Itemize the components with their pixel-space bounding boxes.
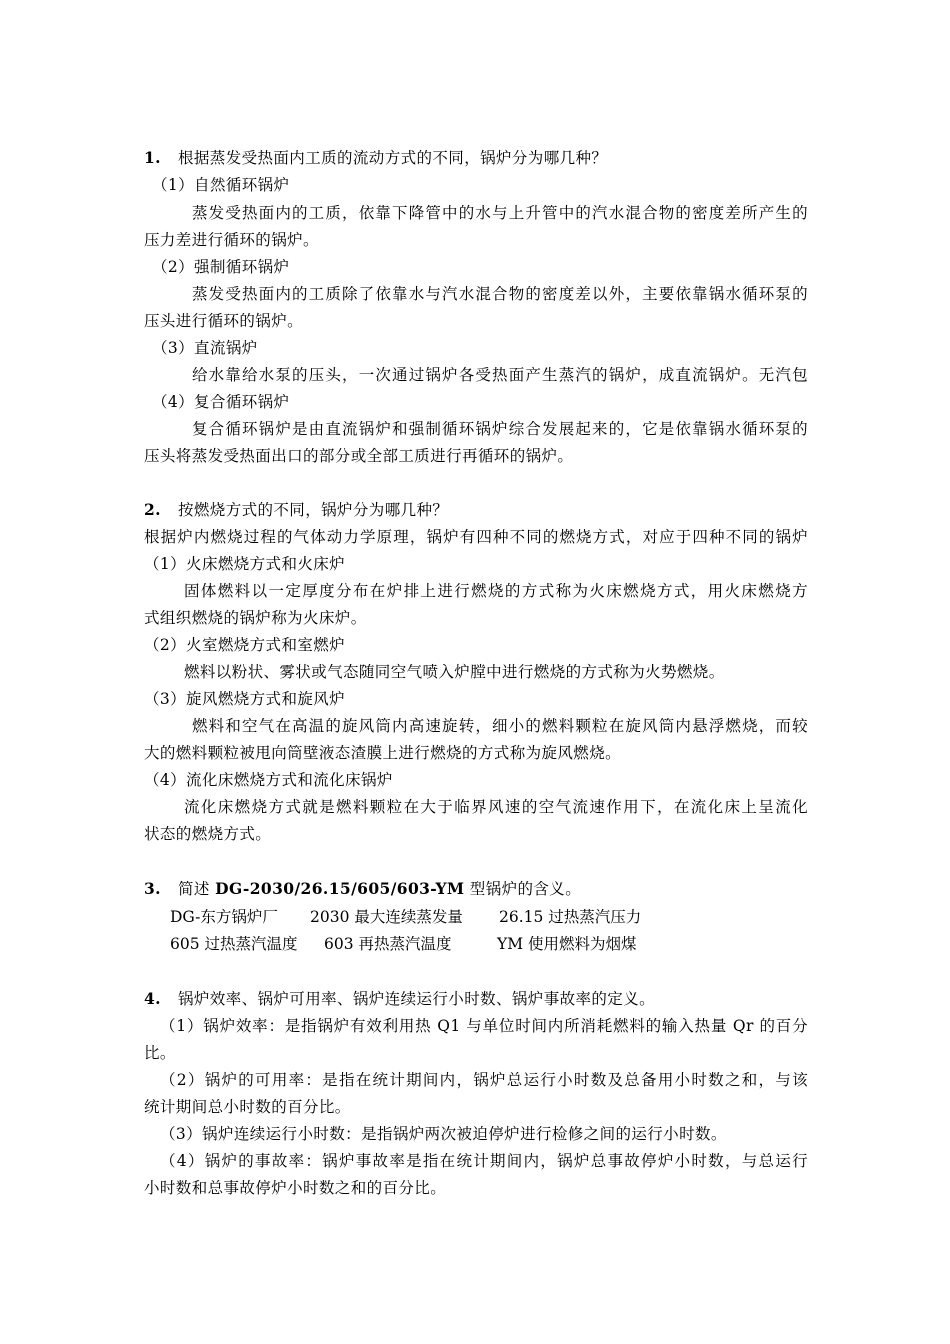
q1-item3-line1: 给水靠给水泵的压头，一次通过锅炉各受热面产生蒸汽的锅炉，成直流锅炉。无汽包 <box>192 366 808 384</box>
q1-item1-label: （1）自然循环锅炉 <box>152 176 290 194</box>
q4-title: 锅炉效率、锅炉可用率、锅炉连续运行小时数、锅炉事故率的定义。 <box>178 990 656 1008</box>
q3-title-post: 型锅炉的含义。 <box>464 880 582 898</box>
q4-item2-line1: （2）锅炉的可用率：是指在统计期间内，锅炉总运行小时数及总备用小时数之和，与该 <box>160 1071 808 1089</box>
q2-item3-label: （3）旋风燃烧方式和旋风炉 <box>144 690 346 708</box>
q1-item4-line2: 压头将蒸发受热面出口的部分或全部工质进行再循环的锅炉。 <box>144 447 574 465</box>
q2-heading <box>144 500 448 520</box>
q1-item2-line1: 蒸发受热面内的工质除了依靠水与汽水混合物的密度差以外，主要依靠锅水循环泵的 <box>192 285 808 303</box>
q4-number: 4. <box>144 989 161 1008</box>
q3-row1-col3: 26.15 过热蒸汽压力 <box>499 908 642 926</box>
q2-item1-line2: 式组织燃烧的锅炉称为火床炉。 <box>144 609 367 627</box>
q4-item4-line2: 小时数和总事故停炉小时数之和的百分比。 <box>144 1179 447 1197</box>
q1-number: 1. <box>144 148 161 167</box>
q3-row2-col3: YM 使用燃料为烟煤 <box>497 935 637 953</box>
q1-item1-line2: 压力差进行循环的锅炉。 <box>144 231 319 249</box>
q2-item3-line1: 燃料和空气在高温的旋风筒内高速旋转，细小的燃料颗粒在旋风筒内悬浮燃烧，而较 <box>192 717 808 735</box>
q1-item4-line1: 复合循环锅炉是由直流锅炉和强制循环锅炉综合发展起来的，它是依靠锅水循环泵的 <box>192 420 808 438</box>
q3-model-code: DG-2030/26.15/605/603-YM <box>215 879 465 898</box>
q1-item4-label: （4）复合循环锅炉 <box>152 393 290 411</box>
q2-item4-line2: 状态的燃烧方式。 <box>144 825 272 843</box>
q2-item4-label: （4）流化床燃烧方式和流化床锅炉 <box>144 771 393 789</box>
q1-heading <box>144 148 607 168</box>
q2-item2-line1: 燃料以粉状、雾状或气态随同空气喷入炉膛中进行燃烧的方式称为火势燃烧。 <box>184 663 725 681</box>
q1-title: 根据蒸发受热面内工质的流动方式的不同，锅炉分为哪几种？ <box>178 149 608 167</box>
q4-heading <box>144 989 655 1009</box>
q1-item2-line2: 压头进行循环的锅炉。 <box>144 312 304 330</box>
q1-item1-line1: 蒸发受热面内的工质，依靠下降管中的水与上升管中的汽水混合物的密度差所产生的 <box>192 204 808 222</box>
q3-heading <box>144 879 581 899</box>
q3-row2-col2: 603 再热蒸汽温度 <box>324 935 452 953</box>
q3-title-pre: 简述 <box>178 880 216 898</box>
q4-item2-line2: 统计期间总小时数的百分比。 <box>144 1098 351 1116</box>
q3-row2-col1: 605 过热蒸汽温度 <box>170 935 298 953</box>
q2-item4-line1: 流化床燃烧方式就是燃料颗粒在大于临界风速的空气流速作用下，在流化床上呈流化 <box>184 798 808 816</box>
q2-title: 按燃烧方式的不同，锅炉分为哪几种？ <box>178 501 449 519</box>
q2-item1-line1: 固体燃料以一定厚度分布在炉排上进行燃烧的方式称为火床燃烧方式，用火床燃烧方 <box>184 582 808 600</box>
q2-item1-label: （1）火床燃烧方式和火床炉 <box>144 555 346 573</box>
q1-item3-label: （3）直流锅炉 <box>152 339 258 357</box>
q3-row1-col1: DG-东方锅炉厂 <box>170 908 278 926</box>
q1-item2-label: （2）强制循环锅炉 <box>152 258 290 276</box>
q3-row1-col2: 2030 最大连续蒸发量 <box>310 908 463 926</box>
q2-item3-line2: 大的燃料颗粒被甩向筒壁液态渣膜上进行燃烧的方式称为旋风燃烧。 <box>144 744 622 762</box>
q4-item4-line1: （4）锅炉的事故率：锅炉事故率是指在统计期间内，锅炉总事故停炉小时数，与总运行 <box>160 1152 808 1170</box>
q4-item1-line2: 比。 <box>144 1044 176 1062</box>
q3-number: 3. <box>144 879 161 898</box>
q4-item1-line1: （1）锅炉效率：是指锅炉有效利用热 Q1 与单位时间内所消耗燃料的输入热量 Qr 的百分 <box>160 1017 808 1035</box>
q2-item2-label: （2）火室燃烧方式和室燃炉 <box>144 636 346 654</box>
q2-number: 2. <box>144 500 161 519</box>
q4-item3-line1: （3）锅炉连续运行小时数：是指锅炉两次被迫停炉进行检修之间的运行小时数。 <box>160 1125 727 1143</box>
q2-intro: 根据炉内燃烧过程的气体动力学原理，锅炉有四种不同的燃烧方式，对应于四种不同的锅炉 <box>144 528 808 546</box>
